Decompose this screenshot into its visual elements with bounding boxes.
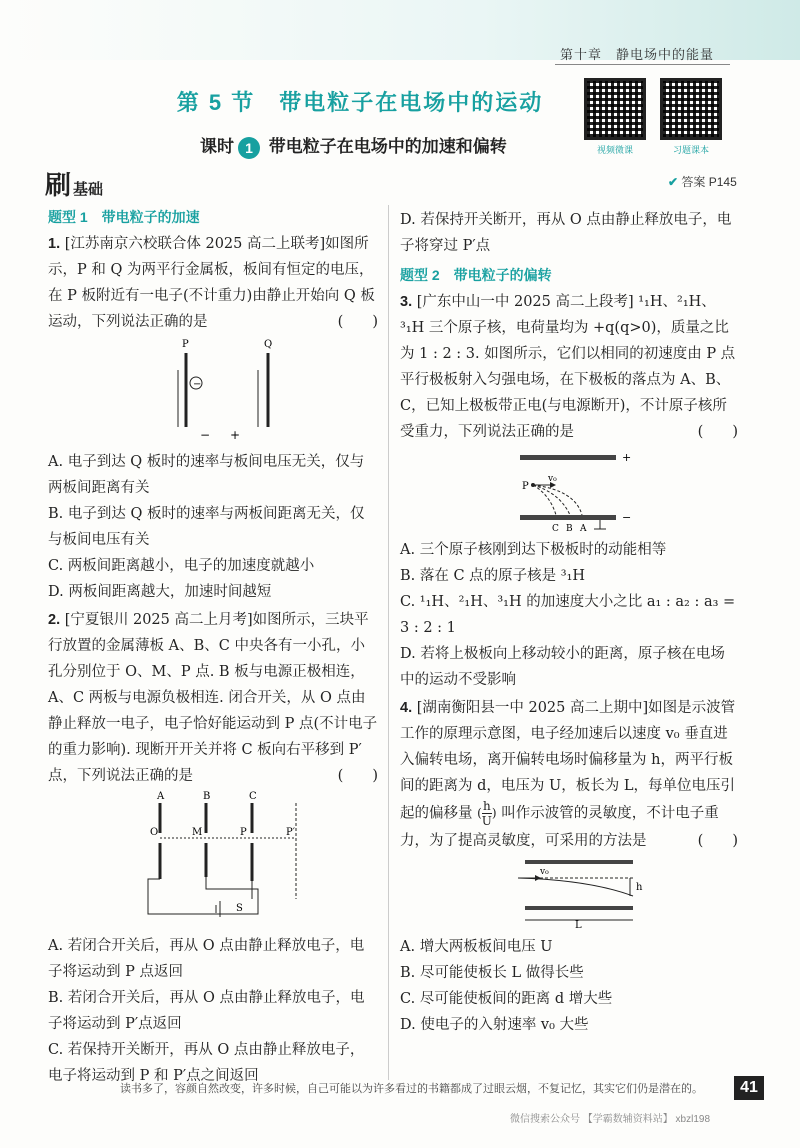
sensitivity-fraction: ( $\frac{h}{U}$ ): [477, 799, 497, 828]
column-divider: [388, 205, 389, 1080]
q3-options: [400, 537, 738, 693]
label-p: P: [240, 827, 247, 838]
option-d[interactable]: D. 若将上极板向上移动较小的距离，原子核在电场中的运动不受影响: [400, 646, 725, 688]
question-number: 2.: [48, 612, 61, 628]
right-column: [400, 207, 738, 1038]
question-2: [48, 607, 378, 789]
label-minus: −: [200, 428, 211, 442]
option-d[interactable]: D. 使电子的入射速率 v₀ 大些: [400, 1017, 589, 1033]
lower-plate: [520, 515, 616, 520]
fraction-denominator: U: [481, 814, 492, 828]
q1-options: [48, 449, 378, 605]
qr-code-book[interactable]: [660, 78, 726, 156]
label-s: S: [236, 903, 243, 914]
label-plus: +: [230, 428, 241, 442]
qr-label-video: 视频微课: [596, 145, 633, 155]
lesson-number: 1: [238, 137, 260, 159]
question-text: [江苏南京六校联合体 2025 高二上联考]如图所示，P 和 Q 为两平行金属板，板间有恒定的电压，在 P 板附近有一电子(不计重力)由静止开始向 Q 板运动，下列说法正确的是: [48, 236, 375, 330]
option-b[interactable]: B. 落在 C 点的原子核是 ³₁H: [400, 568, 586, 584]
electron-path: [518, 878, 633, 896]
label-a: A: [157, 791, 165, 802]
label-b: B: [566, 524, 573, 533]
upper-plate: [525, 860, 633, 864]
label-p: P: [182, 339, 189, 350]
question-4: [400, 695, 738, 854]
answer-blank: ( ): [337, 314, 378, 330]
label-a: A: [580, 524, 587, 533]
question-text-cont: 叫作示波管的灵敏度，不计电子重力，为了提高灵敏度，可采用的方法是: [400, 805, 719, 849]
section-title: 第 5 节 带电粒子在电场中的运动: [176, 90, 544, 115]
brand-label: [45, 165, 103, 202]
question-text: [广东中山一中 2025 高二上段考] ¹₁H、²₁H、³₁H 三个原子核，电荷量均为 +q(q>0)，质量之比为 1 : 2 : 3. 如图所示，它们以相同的初速度由 P 点平行极板射入匀强电场，在下极板的落点为 A、B、C，已知上极板带正电(与电源断开)，不计原子核所受重力，下列说法正确的是: [400, 294, 736, 440]
qr-icon: [584, 78, 646, 140]
figure-q4-oscilloscope: [400, 854, 738, 930]
lesson-prefix: 课时: [200, 137, 234, 156]
option-c[interactable]: C. 若保持开关断开，再从 O 点由静止释放电子，电子将运动到 P 和 P′点之间返回: [48, 1042, 365, 1084]
question-type-heading: 题型 1 带电粒子的加速: [48, 209, 200, 225]
figure-q2-three-plates: [48, 789, 378, 929]
brand-small: 基础: [73, 181, 104, 198]
label-p: P: [522, 481, 529, 492]
figure-q1-plates: [48, 335, 378, 445]
upper-plate: [520, 455, 616, 460]
answer-reference: [668, 173, 737, 190]
label-b: B: [203, 791, 211, 802]
question-text: [湖南衡阳县一中 2025 高二上期中]如图是示波管工作的原理示意图，电子经加速后以速度 v₀ 垂直进入偏转电场，离开偏转电场时偏移量为 h，两平行板间的距离为 d，电压为 U，板长为 L，每单位电压引起的偏移量: [400, 700, 736, 822]
question-3: [400, 289, 738, 445]
chapter-underline: [555, 64, 730, 65]
label-l: L: [575, 920, 582, 930]
option-c[interactable]: C. ¹₁H、²₁H、³₁H 的加速度大小之比 a₁ : a₂ : a₃ = 3 : 2 : 1: [400, 594, 736, 636]
label-v0: v₀: [548, 474, 557, 484]
question-text: [宁夏银川 2025 高二上月考]如图所示，三块平行放置的金属薄板 A、B、C 中央各有一小孔，小孔分别位于 O、M、P 点. B 板与电源正极相连，A、C 两板与电源负极相连. 闭合开关，从 O 点由静止释放一电子，电子恰好能运动到 P 点(不计电子的重力影响). 现断开开关并将 C 板向右平移到 P′点，下列说法正确的是: [48, 612, 378, 784]
question-number: 3.: [400, 294, 413, 310]
lesson-title-row: [200, 132, 560, 159]
left-column: [48, 207, 378, 1089]
label-plus: +: [622, 451, 632, 464]
label-p-prime: P′: [286, 827, 295, 838]
brand-big: 刷: [45, 170, 72, 200]
answer-ref-text: 答案 P145: [681, 175, 737, 189]
question-1: [48, 231, 378, 335]
qr-code-video[interactable]: [584, 78, 650, 156]
question-number: 4.: [400, 700, 413, 716]
qr-icon: [660, 78, 722, 140]
label-v0: v₀: [540, 867, 549, 877]
option-d[interactable]: D. 两板间距离越大，加速时间越短: [48, 584, 272, 600]
q4-options: [400, 934, 738, 1038]
question-number: 1.: [48, 236, 61, 252]
label-o: O: [150, 827, 159, 838]
option-b[interactable]: B. 若闭合开关后，再从 O 点由静止释放电子，电子将运动到 P′点返回: [48, 990, 365, 1032]
footer-quote: 读书多了，容颜自然改变，许多时候，自己可能以为许多看过的书籍都成了过眼云烟，不复记忆，其实它们仍是潜在的。: [120, 1082, 703, 1095]
watermark: 微信搜索公众号 【学霸数辅资料站】 xbzl198: [510, 1114, 711, 1125]
label-h: h: [636, 882, 643, 893]
chapter-title: 第十章 静电场中的能量: [560, 47, 715, 62]
answer-blank: ( ): [697, 424, 738, 440]
electron-sign: −: [193, 379, 202, 390]
option-a[interactable]: A. 电子到达 Q 板时的速率与板间电压无关，仅与两板间距离有关: [48, 454, 365, 496]
lower-plate: [525, 906, 633, 910]
trajectory-a: [533, 485, 582, 515]
page-number: 41: [734, 1076, 764, 1100]
option-b[interactable]: B. 电子到达 Q 板时的速率与两板间距离无关，仅与板间电压有关: [48, 506, 365, 548]
label-m: M: [192, 827, 203, 838]
option-a[interactable]: A. 增大两板板间电压 U: [400, 939, 553, 955]
label-minus: −: [622, 511, 632, 524]
option-b[interactable]: B. 尽可能使板长 L 做得长些: [400, 965, 584, 981]
figure-q3-deflection: [400, 445, 738, 533]
label-c: C: [249, 791, 257, 802]
label-q: Q: [264, 339, 273, 350]
option-a[interactable]: A. 若闭合开关后，再从 O 点由静止释放电子，电子将运动到 P 点返回: [48, 938, 365, 980]
point-p: [531, 483, 535, 487]
label-c: C: [552, 524, 559, 533]
q2-options: [48, 933, 378, 1089]
option-c[interactable]: C. 两板间距离越小，电子的加速度就越小: [48, 558, 315, 574]
qr-label-book: 习题课本: [672, 145, 709, 155]
lesson-title: 带电粒子在电场中的加速和偏转: [268, 137, 507, 156]
option-a[interactable]: A. 三个原子核刚到达下极板时的动能相等: [400, 542, 667, 558]
check-icon: ✔: [668, 175, 679, 189]
trajectory-b: [533, 485, 570, 515]
answer-blank: ( ): [337, 768, 378, 784]
question-type-heading: 题型 2 带电粒子的偏转: [400, 267, 552, 283]
fraction-numerator: h: [482, 799, 491, 813]
answer-blank: ( ): [697, 833, 738, 849]
option-c[interactable]: C. 尽可能使板间的距离 d 增大些: [400, 991, 613, 1007]
q2-option-d[interactable]: D. 若保持开关断开，再从 O 点由静止释放电子，电子将穿过 P′点: [400, 212, 732, 254]
